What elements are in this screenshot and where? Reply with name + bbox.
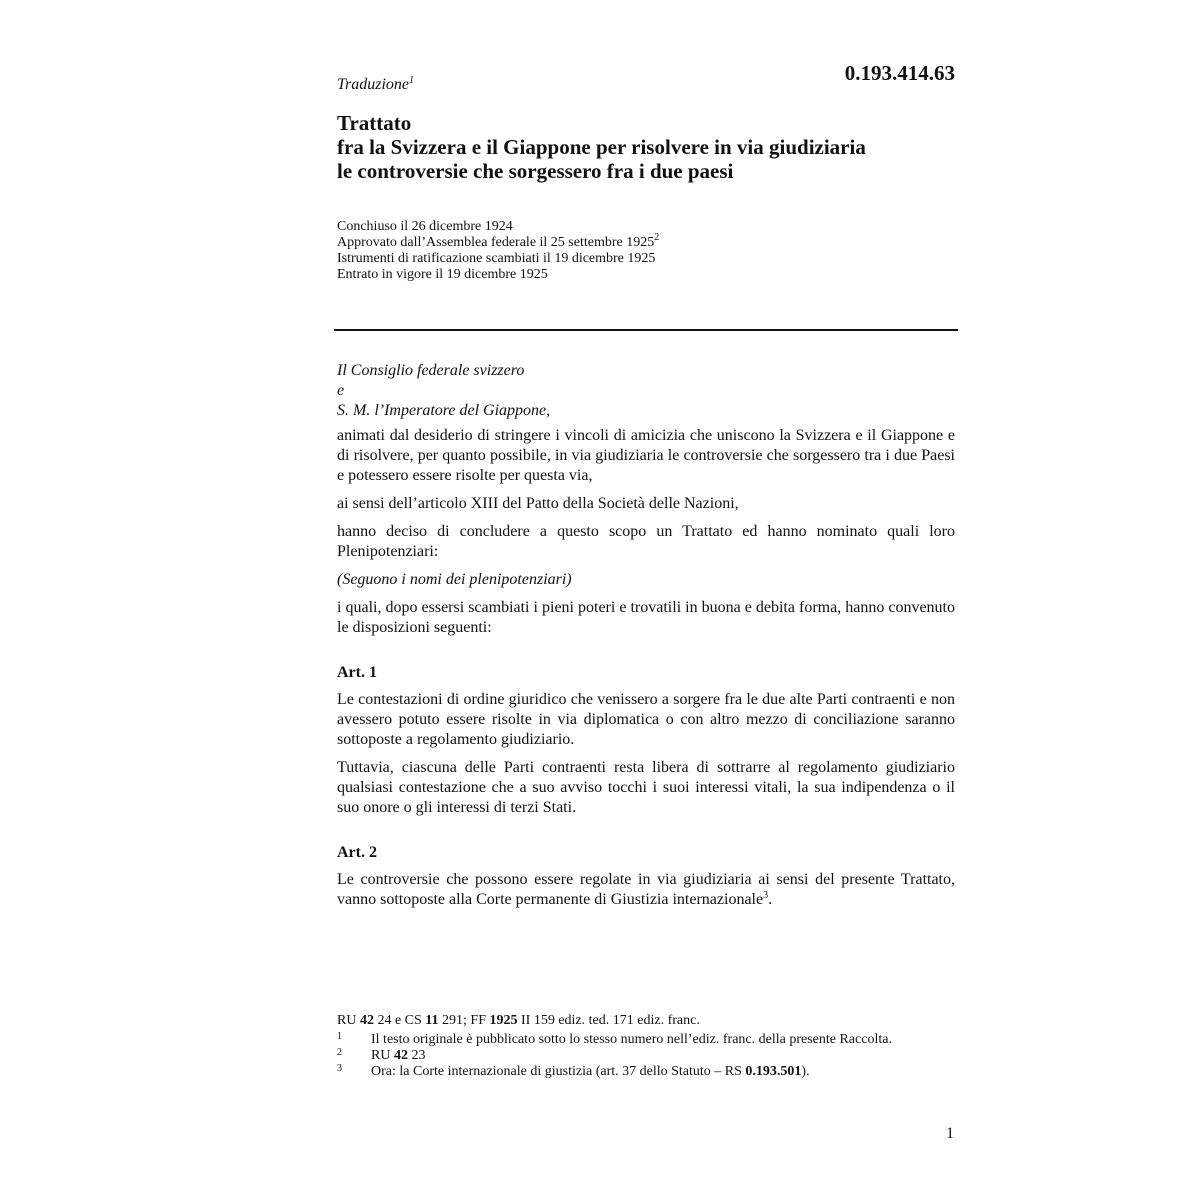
approved-date: Approvato dall’Assemblea federale il 25 settembre 1925$^2$ — [337, 232, 660, 250]
footnote — [337, 1064, 937, 1080]
article-heading: Art. 1 — [337, 664, 377, 681]
page-number: 1 — [946, 1125, 954, 1142]
ratification-date: Istrumenti di ratificazione scambiati il 19 dicembre 1925 — [337, 251, 656, 266]
footnote-ref-3[interactable]: 3 — [763, 890, 769, 901]
preamble-paragraph: (Seguono i nomi dei plenipotenziari) — [337, 571, 572, 588]
preamble-paragraph: ai sensi dell’articolo XIII del Patto della Società delle Nazioni, — [337, 495, 739, 512]
footnote-number: 3 — [337, 1063, 342, 1074]
party-conjunction: e — [337, 382, 345, 399]
party-switzerland: Il Consiglio federale svizzero — [337, 362, 525, 379]
preamble-paragraph: hanno deciso di concludere a questo scopo un Trattato ed hanno nominato quali loro Plenipotenziari: — [337, 523, 955, 560]
preamble-parties — [337, 361, 955, 421]
treaty-body — [337, 361, 955, 918]
title-line: fra la Svizzera e il Giappone per risolvere in via giudiziaria — [337, 135, 866, 159]
divider — [334, 329, 958, 331]
footnote — [337, 1048, 937, 1064]
article-heading: Art. 2 — [337, 844, 377, 861]
party-japan: S. M. l’Imperatore del Giappone, — [337, 402, 551, 419]
sr-number: 0.193.414.63 — [844, 61, 955, 85]
article-paragraph: Le controversie che possono essere regolate in via giudiziaria ai sensi del presente Trattato, vanno sottoposte alla Corte permanente di Giustizia internazionale$^3$. — [337, 871, 955, 908]
footnote-ref-1[interactable]: 1 — [409, 75, 415, 86]
footnote-ref-2[interactable]: 2 — [654, 232, 660, 243]
preamble-paragraph: i quali, dopo essersi scambiati i pieni poteri e trovatili in buona e debita forma, hanno convenuto le disposizioni seguenti: — [337, 599, 955, 636]
title-line: Trattato — [337, 111, 412, 135]
document-title — [337, 111, 967, 183]
title-line: le controversie che sorgessero fra i due paesi — [337, 159, 734, 183]
footnote — [337, 1032, 937, 1048]
article-paragraph: Le contestazioni di ordine giuridico che venissero a sorgere fra le due alte Parti contraenti e non avessero potuto essere risolte in via diplomatica o con altro mezzo di conciliazione saranno sottoposte a regolamento giudiziario. — [337, 691, 955, 748]
footnote-text: Il testo originale è pubblicato sotto lo stesso numero nell’ediz. franc. della presente Raccolta. — [371, 1032, 892, 1047]
article-paragraph: Tuttavia, ciascuna delle Parti contraenti resta libera di sottrarre al regolamento giudiziario qualsiasi contestazione che a suo avviso tocchi i suoi interessi vitali, la sua indipendenza o il suo onore o gli interessi di terzi Stati. — [337, 759, 955, 816]
official-references: RU 42 24 e CS 11 291; FF 1925 II 159 ediz. ted. 171 ediz. franc. — [337, 1013, 700, 1028]
footnote-text: RU 42 23 — [371, 1048, 426, 1063]
preamble-paragraph: animati dal desiderio di stringere i vincoli di amicizia che uniscono la Svizzera e il Giappone e di risolvere, per quanto possibile, in via giudiziaria le controversie che sorgessero tra i due Paesi e potessero essere risolte per questa via, — [337, 427, 955, 484]
footnote-text: Ora: la Corte internazionale di giustizia (art. 37 dello Statuto – RS 0.193.501). — [371, 1064, 810, 1079]
treaty-metadata — [337, 219, 659, 283]
footnote-number: 1 — [337, 1031, 342, 1042]
concluded-date: Conchiuso il 26 dicembre 1924 — [337, 219, 513, 234]
in-force-date: Entrato in vigore il 19 dicembre 1925 — [337, 267, 548, 282]
translation-label: Traduzione$^1$ — [337, 75, 415, 93]
footnote-number: 2 — [337, 1047, 342, 1058]
footnotes-section — [337, 1013, 937, 1080]
